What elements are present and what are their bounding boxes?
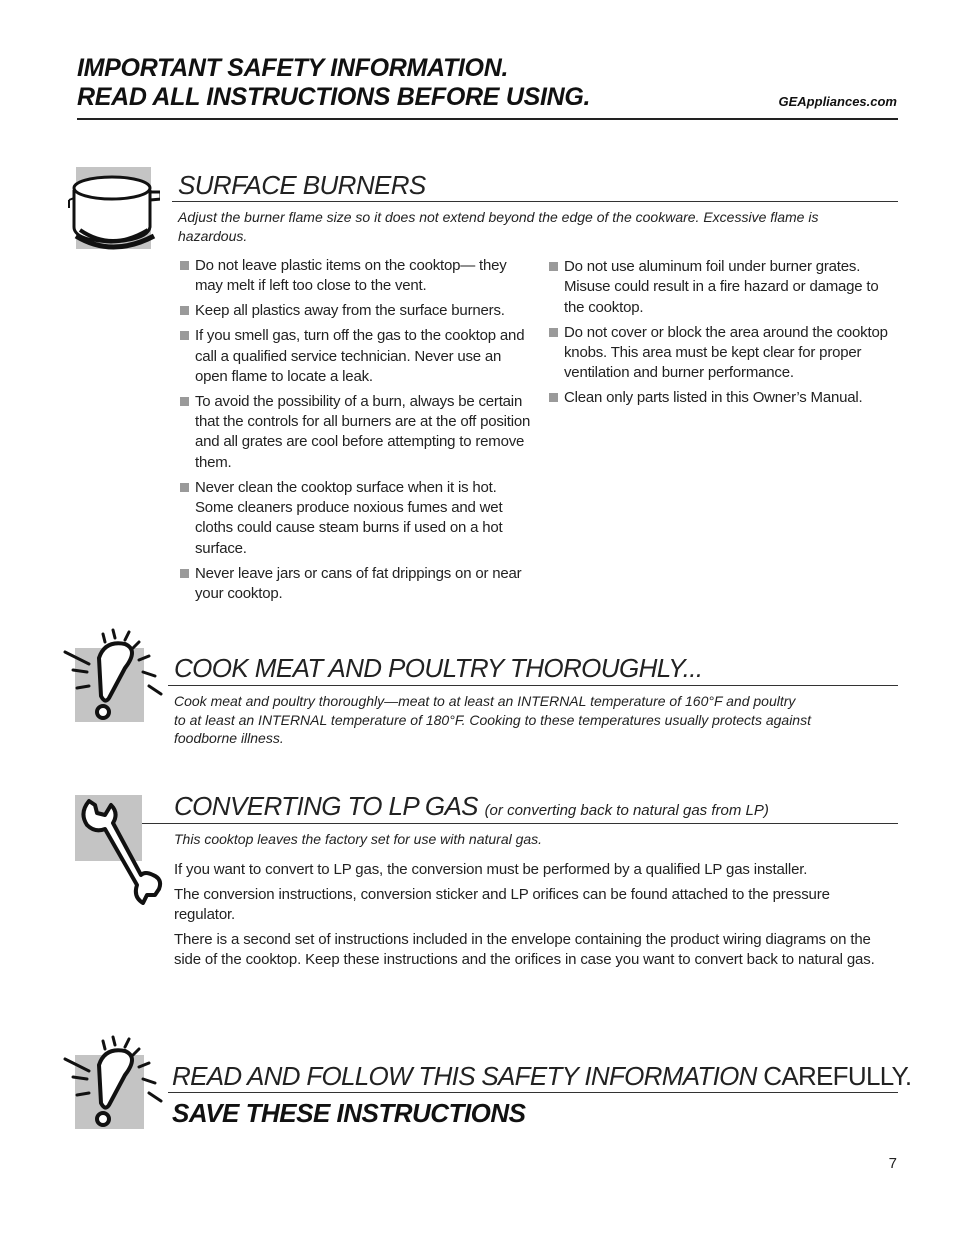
cooking-pot-icon: [66, 162, 160, 254]
bullet-square-icon: [549, 328, 558, 337]
list-item: Never leave jars or cans of fat drippings on or near your cooktop.: [179, 564, 531, 605]
read-follow-heading: [172, 1060, 912, 1092]
warning-exclamation-icon: [63, 1035, 163, 1130]
lp-gas-subtitle: (or converting back to natural gas from LP): [484, 802, 769, 819]
lp-gas-paragraph: If you want to convert to LP gas, the conversion must be performed by a qualified LP gas installer.: [174, 861, 808, 878]
lp-gas-body: [174, 860, 886, 975]
lp-gas-paragraph: There is a second set of instructions included in the envelope containing the product wiring diagrams on the side of the cooktop. Keep these instructions and the orifices in case you want to convert back to natural gas.: [174, 930, 875, 969]
list-item: Keep all plastics away from the surface burners.: [179, 301, 531, 321]
read-follow-text: READ AND FOLLOW THIS SAFETY INFORMATION: [172, 1061, 757, 1091]
page-number: 7: [888, 1155, 897, 1172]
cook-meat-intro-line-2: to at least an INTERNAL temperature of 180°F. Cooking to these temperatures usually protects against: [174, 711, 811, 728]
header-title-line-1: IMPORTANT SAFETY INFORMATION.: [77, 54, 509, 82]
lp-gas-paragraph: The conversion instructions, conversion sticker and LP orifices can be found attached to the pressure regulator.: [174, 885, 830, 924]
lp-gas-title: [174, 791, 769, 826]
cook-meat-intro-line-1: Cook meat and poultry thoroughly—meat to at least an INTERNAL temperature of 160°F and poultry: [174, 693, 796, 709]
website-url: GEAppliances.com: [778, 94, 897, 109]
lp-gas-divider: [142, 823, 898, 824]
list-item: Do not use aluminum foil under burner grates. Misuse could result in a fire hazard or damage to the cooktop.: [548, 257, 893, 318]
list-item: To avoid the possibility of a burn, always be certain that the controls for all burners are at the off position and all grates are cool before attempting to remove them.: [179, 392, 531, 473]
page-header-title: [77, 54, 727, 112]
bullet-square-icon: [180, 483, 189, 492]
list-item: If you smell gas, turn off the gas to the cooktop and call a qualified service technician. Never use an open flame to locate a leak.: [179, 326, 531, 387]
surface-burners-title: SURFACE BURNERS: [178, 170, 426, 200]
wrench-icon: [75, 795, 165, 905]
surface-burners-divider: [172, 201, 898, 202]
bullet-square-icon: [180, 331, 189, 340]
surface-burners-intro: Adjust the burner flame size so it does not extend beyond the edge of the cookware. Excessive flame is hazardous.: [178, 209, 819, 244]
lp-gas-intro: This cooktop leaves the factory set for use with natural gas.: [174, 831, 543, 847]
bullet-square-icon: [180, 306, 189, 315]
surface-burners-right-list: [548, 257, 893, 413]
cook-meat-intro-line-3: foodborne illness.: [174, 730, 284, 746]
cook-meat-divider: [168, 685, 898, 686]
bullet-square-icon: [549, 393, 558, 402]
cook-meat-intro: [174, 692, 884, 748]
carefully-text: CAREFULLY.: [763, 1061, 912, 1091]
cook-meat-title: COOK MEAT AND POULTRY THOROUGHLY...: [174, 653, 703, 683]
list-item: Do not cover or block the area around the cooktop knobs. This area must be kept clear for proper ventilation and burner performance.: [548, 323, 893, 384]
header-title-line-2: READ ALL INSTRUCTIONS BEFORE USING.: [77, 83, 591, 111]
bullet-square-icon: [180, 569, 189, 578]
bullet-square-icon: [549, 262, 558, 271]
footer-divider: [168, 1092, 898, 1093]
list-item: Never clean the cooktop surface when it is hot. Some cleaners produce noxious fumes and wet cloths could cause steam burns if used on a hot surface.: [179, 478, 531, 559]
header-divider: [77, 118, 898, 120]
list-item: Do not leave plastic items on the cooktop— they may melt if left too close to the vent.: [179, 256, 531, 297]
warning-exclamation-icon: [63, 628, 163, 723]
save-instructions-heading: SAVE THESE INSTRUCTIONS: [172, 1098, 526, 1128]
bullet-square-icon: [180, 397, 189, 406]
surface-burners-left-list: [179, 256, 531, 609]
list-item: Clean only parts listed in this Owner’s Manual.: [548, 388, 893, 408]
lp-gas-title-main: CONVERTING TO LP GAS: [174, 791, 478, 821]
bullet-square-icon: [180, 261, 189, 270]
